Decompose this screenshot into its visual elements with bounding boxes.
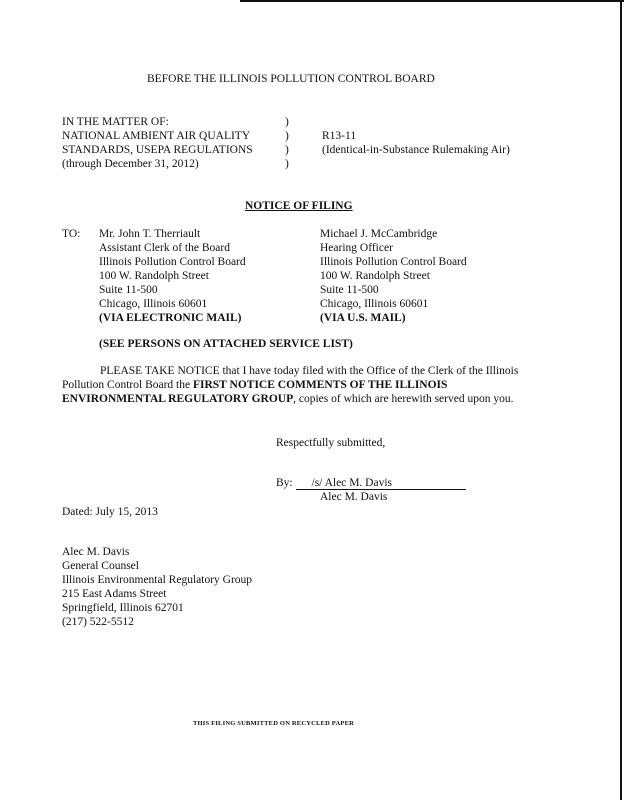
recipient-method: (VIA ELECTRONIC MAIL) (99, 312, 242, 324)
contact-title: General Counsel (62, 560, 139, 572)
scan-border-right (620, 0, 622, 800)
signature-line (276, 476, 466, 490)
body-text-end: , copies of which are herewith served upon you. (293, 393, 514, 406)
recipient-street: 100 W. Randolph Street (320, 270, 430, 282)
contact-phone: (217) 522-5512 (62, 616, 134, 628)
caption-bracket: ) (285, 158, 289, 170)
contact-name: Alec M. Davis (62, 546, 130, 558)
caption-bracket: ) (285, 130, 289, 142)
recipient-city: Chicago, Illinois 60601 (320, 298, 429, 310)
recipient-city: Chicago, Illinois 60601 (99, 298, 208, 310)
caption-line: STANDARDS, USEPA REGULATIONS (62, 144, 253, 156)
closing: Respectfully submitted, (276, 437, 386, 449)
recipient-name: Michael J. McCambridge (320, 228, 438, 240)
by-label: By: (276, 477, 293, 489)
recipient-1 (99, 227, 246, 325)
caption-bracket: ) (285, 144, 289, 156)
body-paragraph (62, 364, 532, 407)
recipient-name: Mr. John T. Therriault (99, 228, 201, 240)
recipient-title: Hearing Officer (320, 242, 393, 254)
body-text: PLEASE TAKE NOTICE that I have today filed with the Office of the Clerk of the Illinois Pollution Control Board the (62, 365, 519, 392)
recipient-title: Assistant Clerk of the Board (99, 242, 230, 254)
recipient-street: 100 W. Randolph Street (99, 270, 209, 282)
caption-brackets (285, 115, 289, 171)
signer-name: Alec M. Davis (320, 491, 388, 503)
notice-title: NOTICE OF FILING (245, 200, 353, 212)
contact-city: Springfield, Illinois 62701 (62, 602, 184, 614)
dated: Dated: July 15, 2013 (62, 506, 158, 518)
contact-org: Illinois Environmental Regulatory Group (62, 574, 253, 586)
recipient-suite: Suite 11-500 (320, 284, 379, 296)
docket-number: R13-11 (322, 130, 357, 142)
proceeding-type: (Identical-in-Substance Rulemaking Air) (322, 144, 510, 156)
to-label: TO: (62, 228, 81, 240)
caption-line: NATIONAL AMBIENT AIR QUALITY (62, 130, 251, 142)
signature-text: /s/ Alec M. Davis (311, 477, 392, 489)
recipient-2 (320, 227, 467, 325)
recipient-org: Illinois Pollution Control Board (99, 256, 246, 268)
page-title: BEFORE THE ILLINOIS POLLUTION CONTROL BOARD (147, 73, 435, 85)
recipient-org: Illinois Pollution Control Board (320, 256, 467, 268)
footer-note: THIS FILING SUBMITTED ON RECYCLED PAPER (193, 720, 354, 727)
caption-line: IN THE MATTER OF: (62, 116, 169, 128)
recipient-suite: Suite 11-500 (99, 284, 158, 296)
contact-block (62, 545, 252, 629)
caption-left (62, 115, 253, 171)
caption-bracket: ) (285, 116, 289, 128)
recipient-method: (VIA U.S. MAIL) (320, 312, 406, 324)
contact-street: 215 East Adams Street (62, 588, 167, 600)
caption-line: (through December 31, 2012) (62, 158, 199, 170)
body-bold-text: FIRST NOTICE COMMENTS OF THE ILLINOIS ENVIRONMENTAL REGULATORY GROUP (62, 379, 448, 406)
signature-field (296, 476, 466, 490)
scan-border-top (240, 0, 624, 2)
service-list-note: (SEE PERSONS ON ATTACHED SERVICE LIST) (99, 338, 353, 350)
